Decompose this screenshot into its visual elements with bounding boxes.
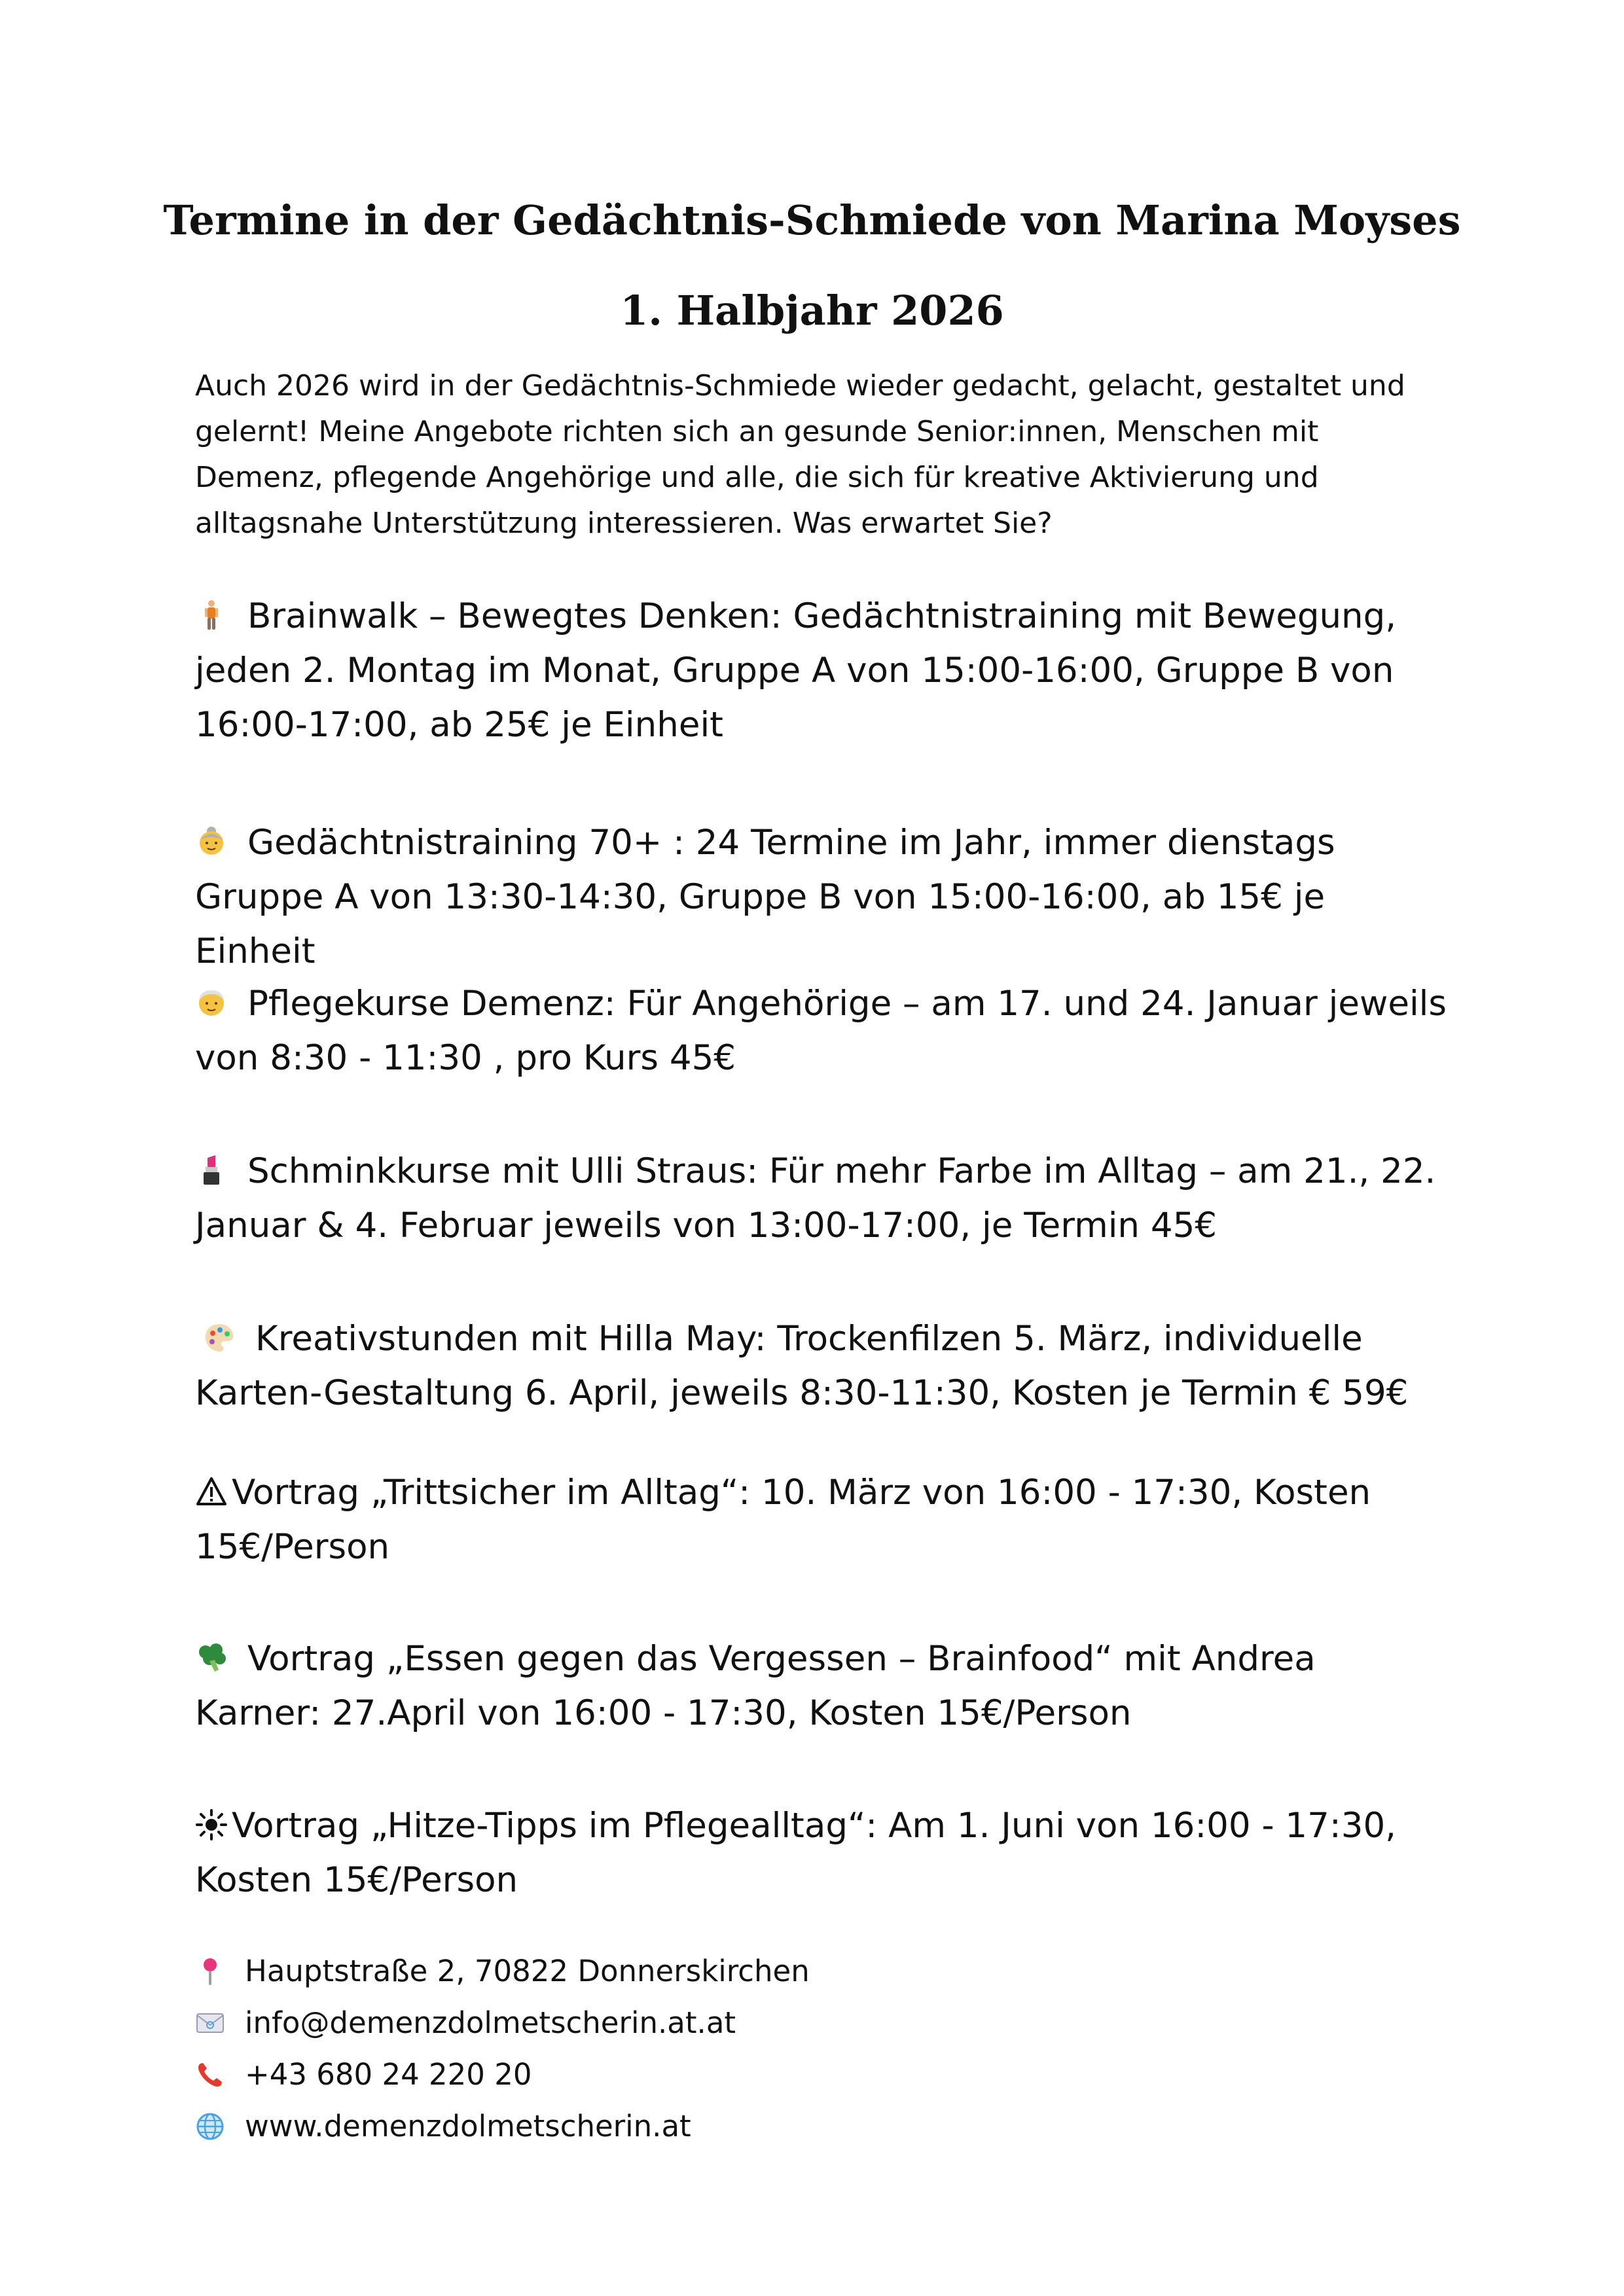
phone-text: +43 680 24 220 20 <box>245 2057 532 2092</box>
broccoli-icon <box>195 1641 228 1674</box>
contact-phone <box>195 2049 1308 2100</box>
globe-icon <box>195 2111 225 2142</box>
sun-icon <box>195 1808 228 1841</box>
artist-palette-icon <box>203 1321 236 1354</box>
email-link[interactable]: info@demenzdolmetscherin.at.at <box>245 2005 736 2040</box>
page-subtitle: 1. Halbjahr 2026 <box>620 287 1004 334</box>
event-item-pflegekurse <box>195 977 1452 1085</box>
person-walking-icon <box>195 599 228 632</box>
contact-address <box>195 1945 1308 1997</box>
pin-icon <box>195 1956 225 1986</box>
event-text: Vortrag „Hitze-Tipps im Pflegealltag“: Am 1. Juni von 16:00 - 17:30, Kosten 15€/Person <box>195 1806 1397 1900</box>
event-item-trittsicher <box>195 1465 1452 1574</box>
contact-email <box>195 1997 1308 2049</box>
event-text: Brainwalk – Bewegtes Denken: Gedächtnistraining mit Bewegung, jeden 2. Montag im Monat, Gruppe A von 15:00-16:00, Gruppe B von 16:00-17:00, ab 25€ je Einheit <box>195 596 1397 745</box>
event-text: Gedächtnistraining 70+ : 24 Termine im Jahr, immer dienstags Gruppe A von 13:30-14:30, Gruppe B von 15:00-16:00, ab 15€ je Einheit <box>195 823 1335 971</box>
event-text: Kreativstunden mit Hilla May: Trockenfilzen 5. März, individuelle Karten-Gestaltung 6. April, jeweils 8:30-11:30, Kosten je Termin € 59€ <box>195 1319 1409 1413</box>
older-man-icon <box>195 986 228 1019</box>
event-item-schminkkurse <box>195 1144 1452 1253</box>
event-item-hitze-tipps <box>195 1799 1452 1907</box>
contact-block <box>195 1945 1308 2152</box>
event-text: Vortrag „Trittsicher im Alltag“: 10. März von 16:00 - 17:30, Kosten 15€/Person <box>195 1473 1371 1567</box>
event-text: Schminkkurse mit Ulli Straus: Für mehr Farbe im Alltag – am 21., 22. Januar & 4. Februar jeweils von 13:00-17:00, je Termin 45€ <box>195 1151 1436 1246</box>
lipstick-icon <box>195 1154 228 1187</box>
intro-paragraph: Auch 2026 wird in der Gedächtnis-Schmiede wieder gedacht, gelacht, gestaltet und gelernt! Meine Angebote richten sich an gesunde Senior:innen, Menschen mit Demenz, pflegende Angehörige und alle, die sich für kreative Aktivierung und alltagsnahe Unterstützung interessieren. Was erwartet Sie? <box>195 369 1405 540</box>
envelope-icon <box>195 2008 225 2038</box>
website-link[interactable]: www.demenzdolmetscherin.at <box>245 2109 691 2144</box>
event-text: Pflegekurse Demenz: Für Angehörige – am 17. und 24. Januar jeweils von 8:30 - 11:30 , pro Kurs 45€ <box>195 984 1447 1078</box>
contact-website <box>195 2100 1308 2152</box>
event-item-kreativstunden <box>195 1312 1452 1420</box>
event-item-brainwalk <box>195 589 1452 752</box>
phone-icon <box>195 2060 225 2090</box>
older-woman-icon <box>195 825 228 858</box>
address-text: Hauptstraße 2, 70822 Donnerskirchen <box>245 1954 810 1988</box>
event-item-brainfood <box>195 1632 1452 1740</box>
warning-icon <box>195 1475 228 1508</box>
event-text: Vortrag „Essen gegen das Vergessen – Brainfood“ mit Andrea Karner: 27.April von 16:00 - 17:30, Kosten 15€/Person <box>195 1639 1316 1733</box>
page-title: Termine in der Gedächtnis-Schmiede von Marina Moyses <box>163 196 1461 244</box>
event-item-gedaechtnistraining <box>195 816 1452 978</box>
